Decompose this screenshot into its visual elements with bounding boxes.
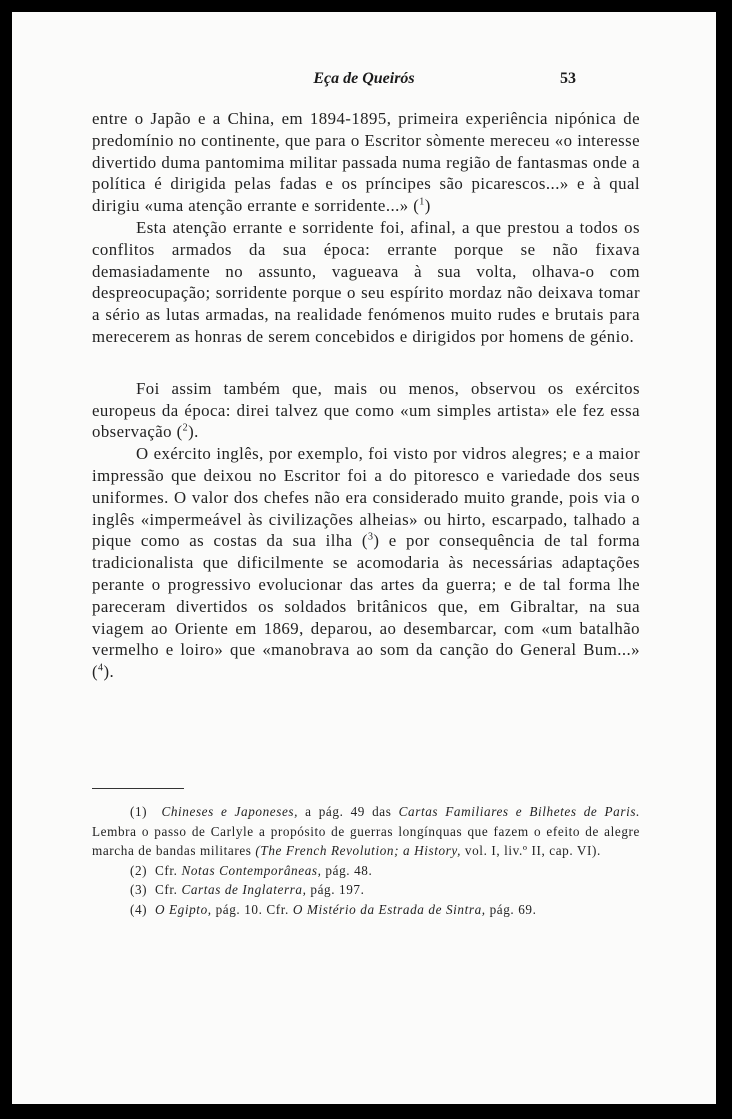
- paragraph-3: Foi assim também que, mais ou menos, observou os exércitos europeus da época: direi talvez que como «um simples artista» ele fez essa observação ($^2$).: [92, 378, 640, 442]
- footnote-2: (2) Cfr. Notas Contemporâneas, pág. 48.: [130, 862, 373, 878]
- book-page: [12, 12, 716, 1104]
- main-text: [92, 108, 640, 683]
- footnote-1: (1) Chineses e Japoneses, a pág. 49 das Cartas Familiares e Bilhetes de Paris. Lembra o passo de Carlyle a propósito de guerras longínquas que fazem o efeito de alegre marcha de bandas militares (The French Revolution; a History, vol. I, liv.º II, cap. VI).: [92, 804, 640, 858]
- footnote-4: (4) O Egipto, pág. 10. Cfr. O Mistério da Estrada de Sintra, pág. 69.: [130, 901, 537, 917]
- footnote-ref-3: 3: [367, 531, 374, 543]
- paragraph-4: O exército inglês, por exemplo, foi visto por vidros alegres; e a maior impressão que deixou no Escritor foi a do pitoresco e variedade dos seus uniformes. O valor dos chefes não era considerado muito grande, pois via o inglês «impermeável às civilizações alheias» ou hirto, escarpado, talhado a pique como as costas da sua ilha ($^3$) e por consequência de tal forma tradicionalista que dificilmente se acomodaria às necessárias adaptações perante o progressivo evolucionar das artes da guerra; e de tal forma lhe pareceram divertidos os soldados britânicos que, em Gibraltar, na sua viagem ao Oriente em 1869, deparou, ao desembarcar, com «um batalhão vermelho e loiro» que «manobrava ao som da canção do General Bum...» ($^4$).: [92, 444, 640, 682]
- footnote-ref-1: 1: [419, 196, 425, 208]
- footnote-ref-2: 2: [182, 422, 189, 434]
- footnotes: [92, 802, 640, 919]
- running-header-title: Eça de Queirós: [313, 70, 415, 87]
- footnote-divider: [92, 788, 184, 789]
- page-number: 53: [560, 70, 576, 87]
- paragraph-1: entre o Japão e a China, em 1894-1895, primeira experiência nipónica de predomínio no continente, que para o Escritor sòmente mereceu «o interesse divertido duma pantomima militar passada numa região de fantasmas onde a política é dirigida pelas fadas e os príncipes são picarescos...» e à qual dirigiu «uma atenção errante e sorridente...» ($^1$): [92, 109, 640, 216]
- paragraph-2: Esta atenção errante e sorridente foi, afinal, a que prestou a todos os conflitos armados da sua época: errante porque se não fixava demasiadamente no assunto, vagueava à sua volta, olhava-o com despreocupação; sorridente porque o seu espírito mordaz não deixava tomar a sério as lutas armadas, na realidade fenómenos muito rudes e brutais para merecerem as honras de serem concebidos e dirigidos por homens de génio.: [92, 217, 640, 346]
- footnote-ref-4: 4: [98, 662, 104, 674]
- footnote-3: (3) Cfr. Cartas de Inglaterra, pág. 197.: [130, 882, 365, 897]
